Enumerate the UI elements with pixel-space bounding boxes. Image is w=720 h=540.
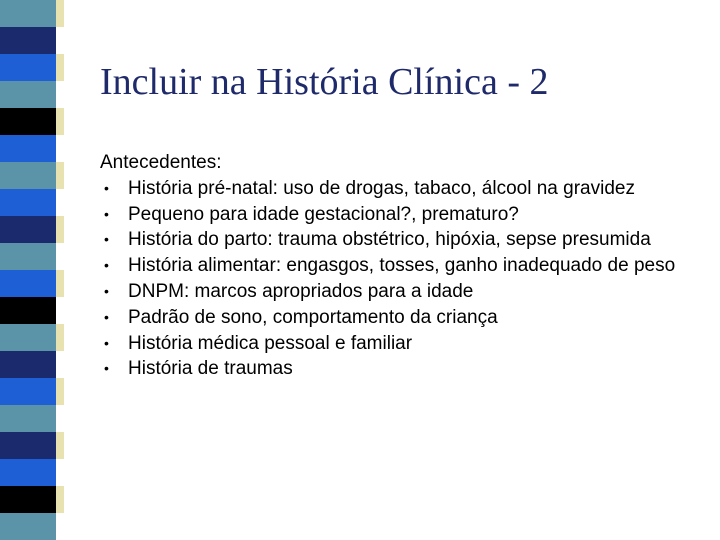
decorative-stripe [0,486,64,513]
bullet-icon: • [104,360,109,377]
list-item: • Padrão de sono, comportamento da criança [100,305,700,331]
bullet-icon: • [104,231,109,248]
decorative-stripe [0,54,64,81]
list-item: • DNPM: marcos apropriados para a idade [100,279,700,305]
list-item: • História pré-natal: uso de drogas, tabaco, álcool na gravidez [100,176,700,202]
decorative-stripe [0,135,64,162]
section-heading: Antecedentes: [100,152,222,173]
decorative-stripe [0,324,64,351]
decorative-stripe [0,459,64,486]
list-item: • História alimentar: engasgos, tosses, ganho inadequado de peso [100,253,700,279]
slide-title: Incluir na História Clínica - 2 [100,61,549,103]
slide-body [100,150,700,382]
bullet-icon: • [104,334,109,351]
decorative-stripe [0,189,64,216]
decorative-stripe [0,81,64,108]
decorative-stripe [0,0,64,27]
bullet-icon: • [104,308,109,325]
decorative-stripe [0,216,64,243]
bullet-icon: • [104,179,109,196]
decorative-stripe [0,513,64,540]
list-item: • Pequeno para idade gestacional?, prematuro? [100,202,700,228]
decorative-stripe [0,108,64,135]
bullet-icon: • [104,205,109,222]
decorative-stripe [0,432,64,459]
decorative-stripe [0,270,64,297]
bullet-icon: • [104,257,109,274]
list-item: • História de traumas [100,356,700,382]
decorative-stripe [0,27,64,54]
decorative-stripe [0,243,64,270]
decorative-stripe [0,162,64,189]
decorative-stripe-column [0,0,64,540]
decorative-stripe [0,378,64,405]
list-item: • História do parto: trauma obstétrico, hipóxia, sepse presumida [100,227,700,253]
decorative-stripe [0,405,64,432]
decorative-stripe [0,351,64,378]
list-item: • História médica pessoal e familiar [100,331,700,357]
bullet-icon: • [104,282,109,299]
bullet-list [100,176,700,382]
decorative-stripe [0,297,64,324]
